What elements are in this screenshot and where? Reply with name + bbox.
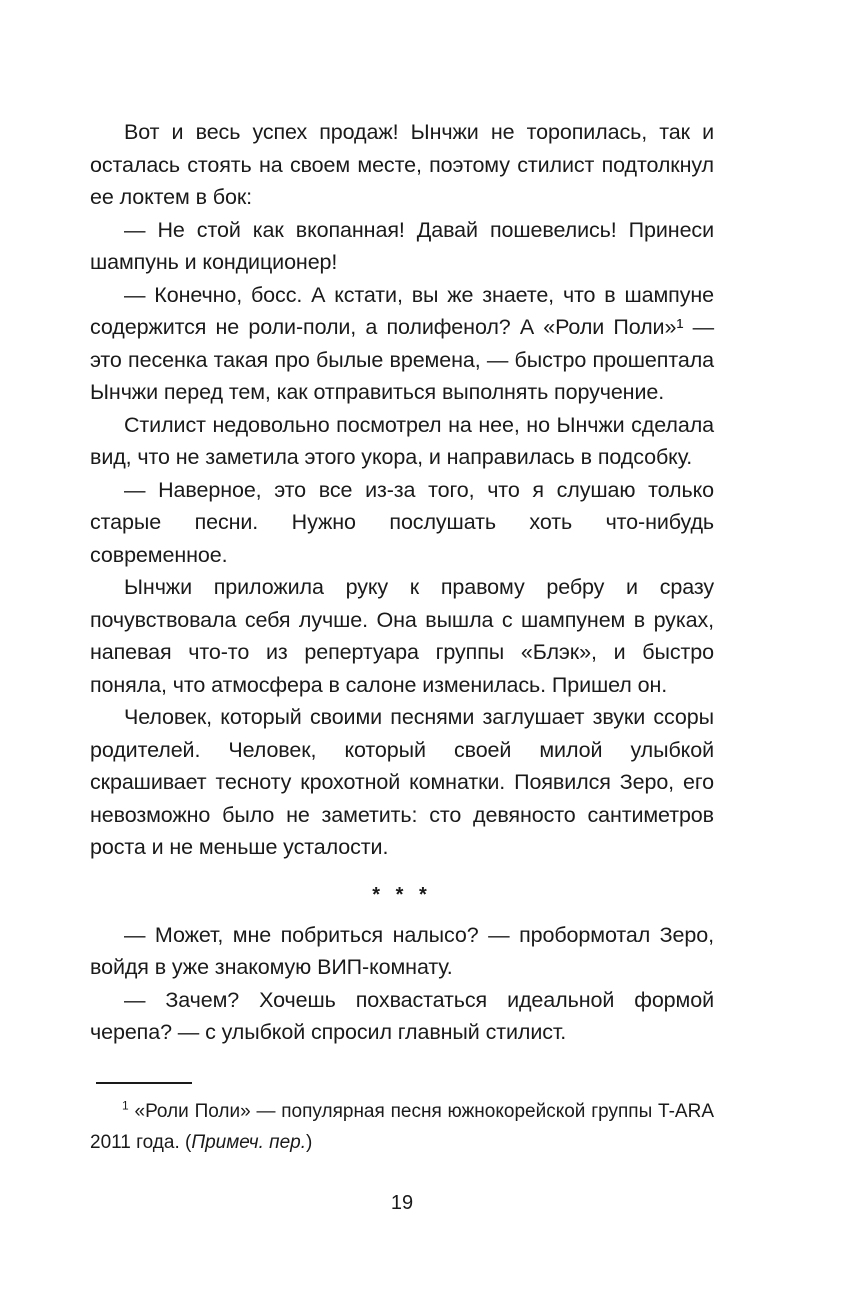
footnote-segments xyxy=(90,1098,714,1153)
paragraph: — Не стой как вкопанная! Давай пошевелись! Принеси шампунь и кондиционер! xyxy=(90,217,714,274)
paragraph: — Конечно, босс. А кстати, вы же знаете, что в шампуне содержится не роли-поли, а полифенол? А «Роли Поли»¹ — это песенка такая про былые времена, — быстро прошептала Ынчжи перед тем, как отправиться выполнять поручение. xyxy=(90,282,714,404)
footnote xyxy=(90,1082,714,1158)
paragraph: — Зачем? Хочешь похвастаться идеальной формой черепа? — с улыбкой спросил главный стилист. xyxy=(90,987,714,1044)
paragraph: — Может, мне побриться налысо? — пробормотал Зеро, войдя в уже знакомую ВИП-комнату. xyxy=(90,922,714,979)
footnote-italic-text: Примеч. пер. xyxy=(191,1132,307,1153)
footnote-text-segment: «Роли Поли» — популярная песня южнокорейской группы T-ARA 2011 года. ( xyxy=(90,1101,714,1153)
footnote-marker: 1 xyxy=(122,1098,129,1113)
paragraph: Человек, который своими песнями заглушает звуки ссоры родителей. Человек, который своей милой улыбкой скрашивает тесноту крохотной комнатки. Появился Зеро, его невозможно было не заметить: сто девяносто сантиметров роста и не меньше усталости. xyxy=(90,705,714,859)
page-number: 19 xyxy=(390,1192,414,1214)
paragraph: Вот и весь успех продаж! Ынчжи не торопилась, так и осталась стоять на своем месте, поэтому стилист подтолкнул ее локтем в бок: xyxy=(90,120,714,209)
footnote-rule xyxy=(96,1082,192,1084)
footnote-text-segment: ) xyxy=(306,1132,313,1153)
paragraph: Ынчжи приложила руку к правому ребру и сразу почувствовала себя лучше. Она вышла с шампунем в руках, напевая что-то из репертуара группы «Блэк», и быстро поняла, что атмосфера в салоне изменилась. Пришел он. xyxy=(90,575,714,697)
paragraph: — Наверное, это все из-за того, что я слушаю только старые песни. Нужно послушать хоть что-нибудь современное. xyxy=(90,477,714,567)
page-text xyxy=(90,116,714,1049)
footnote-text xyxy=(90,1096,714,1158)
section-separator: * * * xyxy=(372,883,432,906)
paragraph: Стилист недовольно посмотрел на нее, но Ынчжи сделала вид, что не заметила этого укора, и направилась в подсобку. xyxy=(90,412,714,469)
